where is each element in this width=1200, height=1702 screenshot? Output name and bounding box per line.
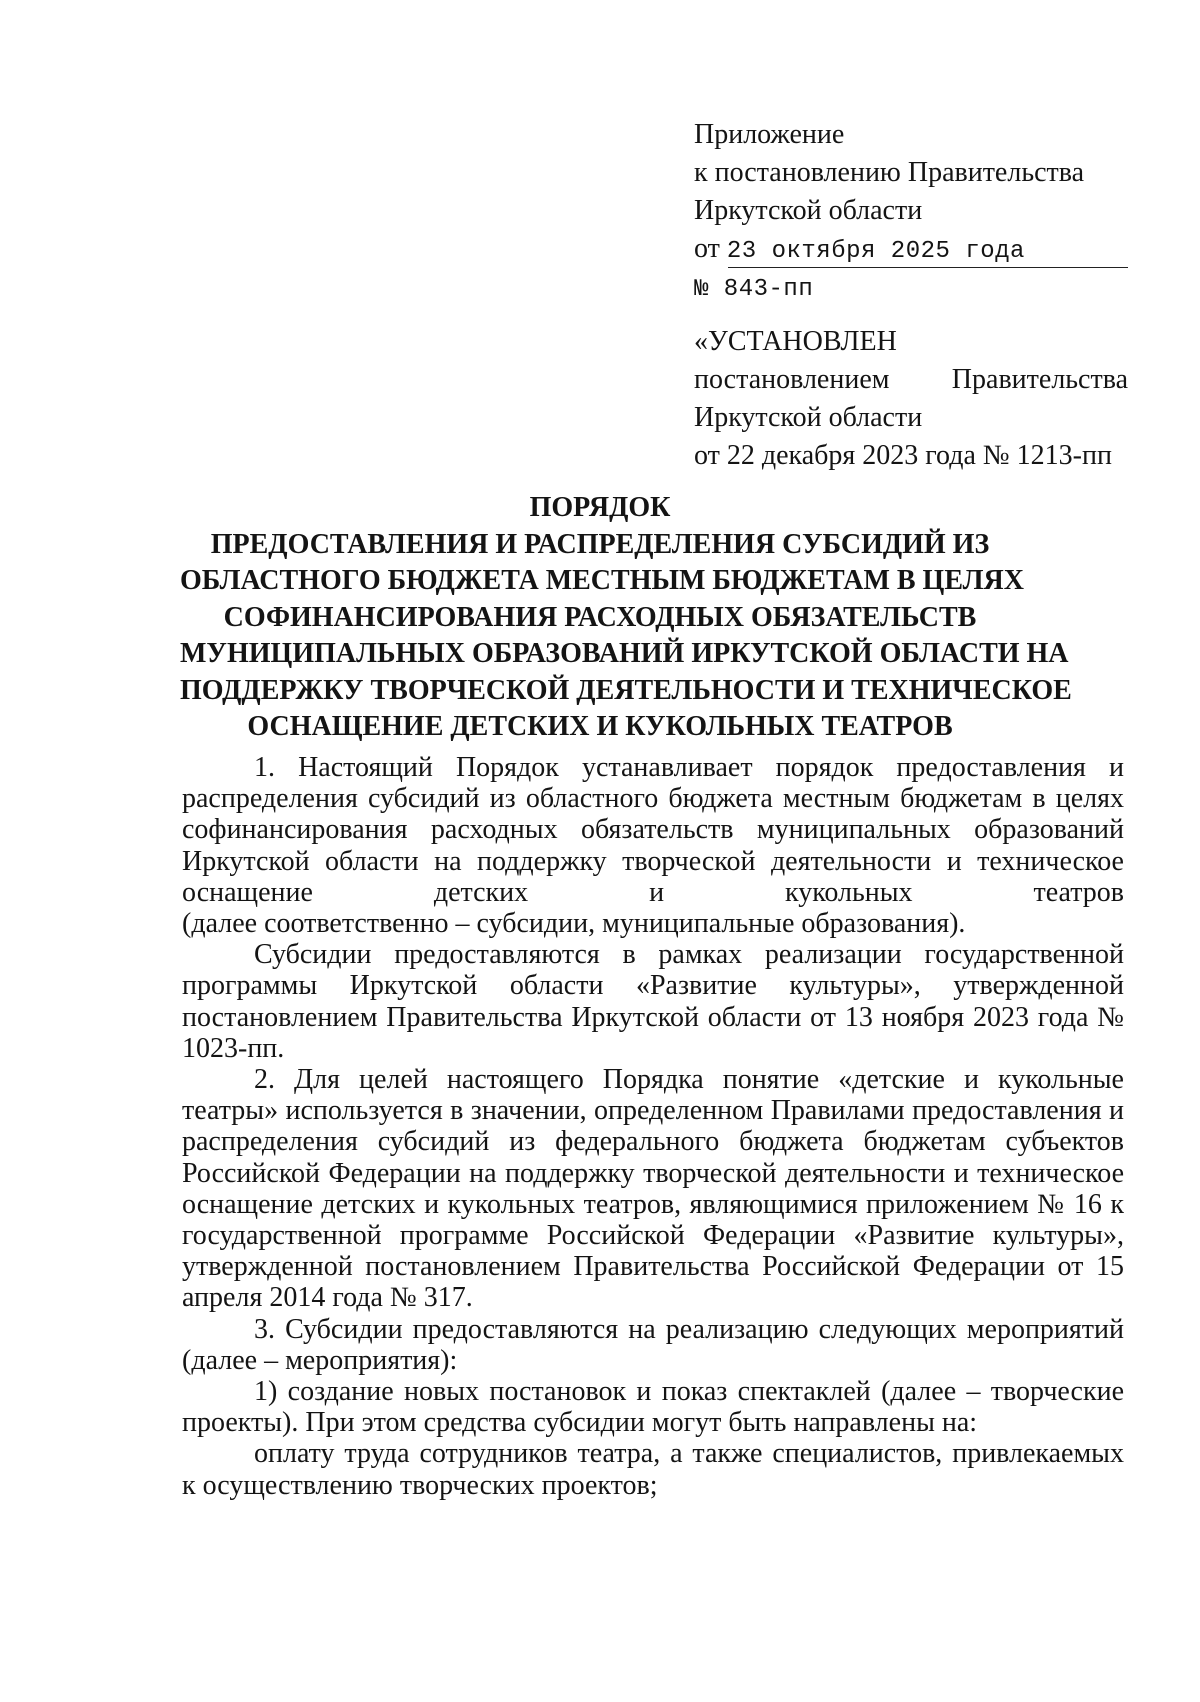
date-underline: [728, 267, 1128, 268]
document-body: [182, 752, 1124, 1501]
established-region: Иркутской области: [694, 402, 923, 433]
established-by-word: постановлением: [694, 364, 890, 395]
title-line-1: ПОРЯДОК: [529, 492, 671, 523]
title-line-5: МУНИЦИПАЛЬНЫХ ОБРАЗОВАНИЙ ИРКУТСКОЙ ОБЛАСТИ НА: [180, 638, 1069, 669]
title-line-6: ПОДДЕРЖКУ ТВОРЧЕСКОЙ ДЕЯТЕЛЬНОСТИ И ТЕХНИЧЕСКОЕ: [180, 674, 1072, 706]
established-label: «УСТАНОВЛЕН: [694, 326, 897, 357]
paragraph-5: 1) создание новых постановок и показ спектаклей (далее – творческие проекты). При этом средства субсидии могут быть направлены на:: [182, 1376, 1124, 1439]
paragraph-6: оплату труда сотрудников театра, а также специалистов, привлекаемых к осуществлению творческих проектов;: [182, 1438, 1124, 1501]
appendix-number: № 843-пп: [694, 276, 814, 303]
appendix-label: Приложение: [694, 119, 845, 150]
paragraph-1-end: (далее соответственно – субсидии, муниципальные образования).: [182, 908, 966, 940]
appendix-date-prefix: от: [694, 233, 720, 264]
title-line-3: ОБЛАСТНОГО БЮДЖЕТА МЕСТНЫМ БЮДЖЕТАМ В ЦЕЛЯХ: [180, 565, 1024, 596]
established-by-line: [694, 361, 1128, 399]
title-line-4: СОФИНАНСИРОВАНИЯ РАСХОДНЫХ ОБЯЗАТЕЛЬСТВ: [223, 601, 977, 633]
appendix-reference: к постановлению Правительства: [694, 157, 1085, 188]
document-header: [694, 116, 1128, 475]
paragraph-1: 1. Настоящий Порядок устанавливает порядок предоставления и распределения субсидий из областного бюджета местным бюджетам в целях софинансирования расходных обязательств муниципальных образований Иркутской области на поддержку творческой деятельности и техническое оснащение детских и кукольных театров: [182, 752, 1124, 908]
paragraph-4: 3. Субсидии предоставляются на реализацию следующих мероприятий (далее – мероприятия):: [182, 1313, 1124, 1376]
established-date: от 22 декабря 2023 года № 1213-пп: [694, 440, 1112, 471]
paragraph-3: 2. Для целей настоящего Порядка понятие «детские и кукольные театры» используется в значении, определенном Правилами предоставления и распределения субсидий из федерального бюджета бюджетам субъектов Российской Федерации на поддержку творческой деятельности и техническое оснащение детских и кукольных театров, являющимися приложением № 16 к государственной программе Российской Федерации «Развитие культуры», утвержденной постановлением Правительства Российской Федерации от 15 апреля 2014 года № 317.: [182, 1064, 1124, 1314]
established-government-word: Правительства: [951, 364, 1128, 395]
appendix-date-line: [694, 230, 1128, 271]
appendix-date-value: 23 октября 2025 года: [726, 238, 1025, 265]
paragraph-2: Субсидии предоставляются в рамках реализации государственной программы Иркутской области «Развитие культуры», утвержденной постановлением Правительства Иркутской области от 13 ноября 2023 года № 1023-пп.: [182, 939, 1124, 1064]
appendix-region: Иркутской области: [694, 195, 923, 226]
title-line-2: ПРЕДОСТАВЛЕНИЯ И РАСПРЕДЕЛЕНИЯ СУБСИДИЙ ИЗ: [210, 528, 990, 560]
title-line-7: ОСНАЩЕНИЕ ДЕТСКИХ И КУКОЛЬНЫХ ТЕАТРОВ: [247, 711, 953, 742]
document-title: [180, 490, 1072, 746]
